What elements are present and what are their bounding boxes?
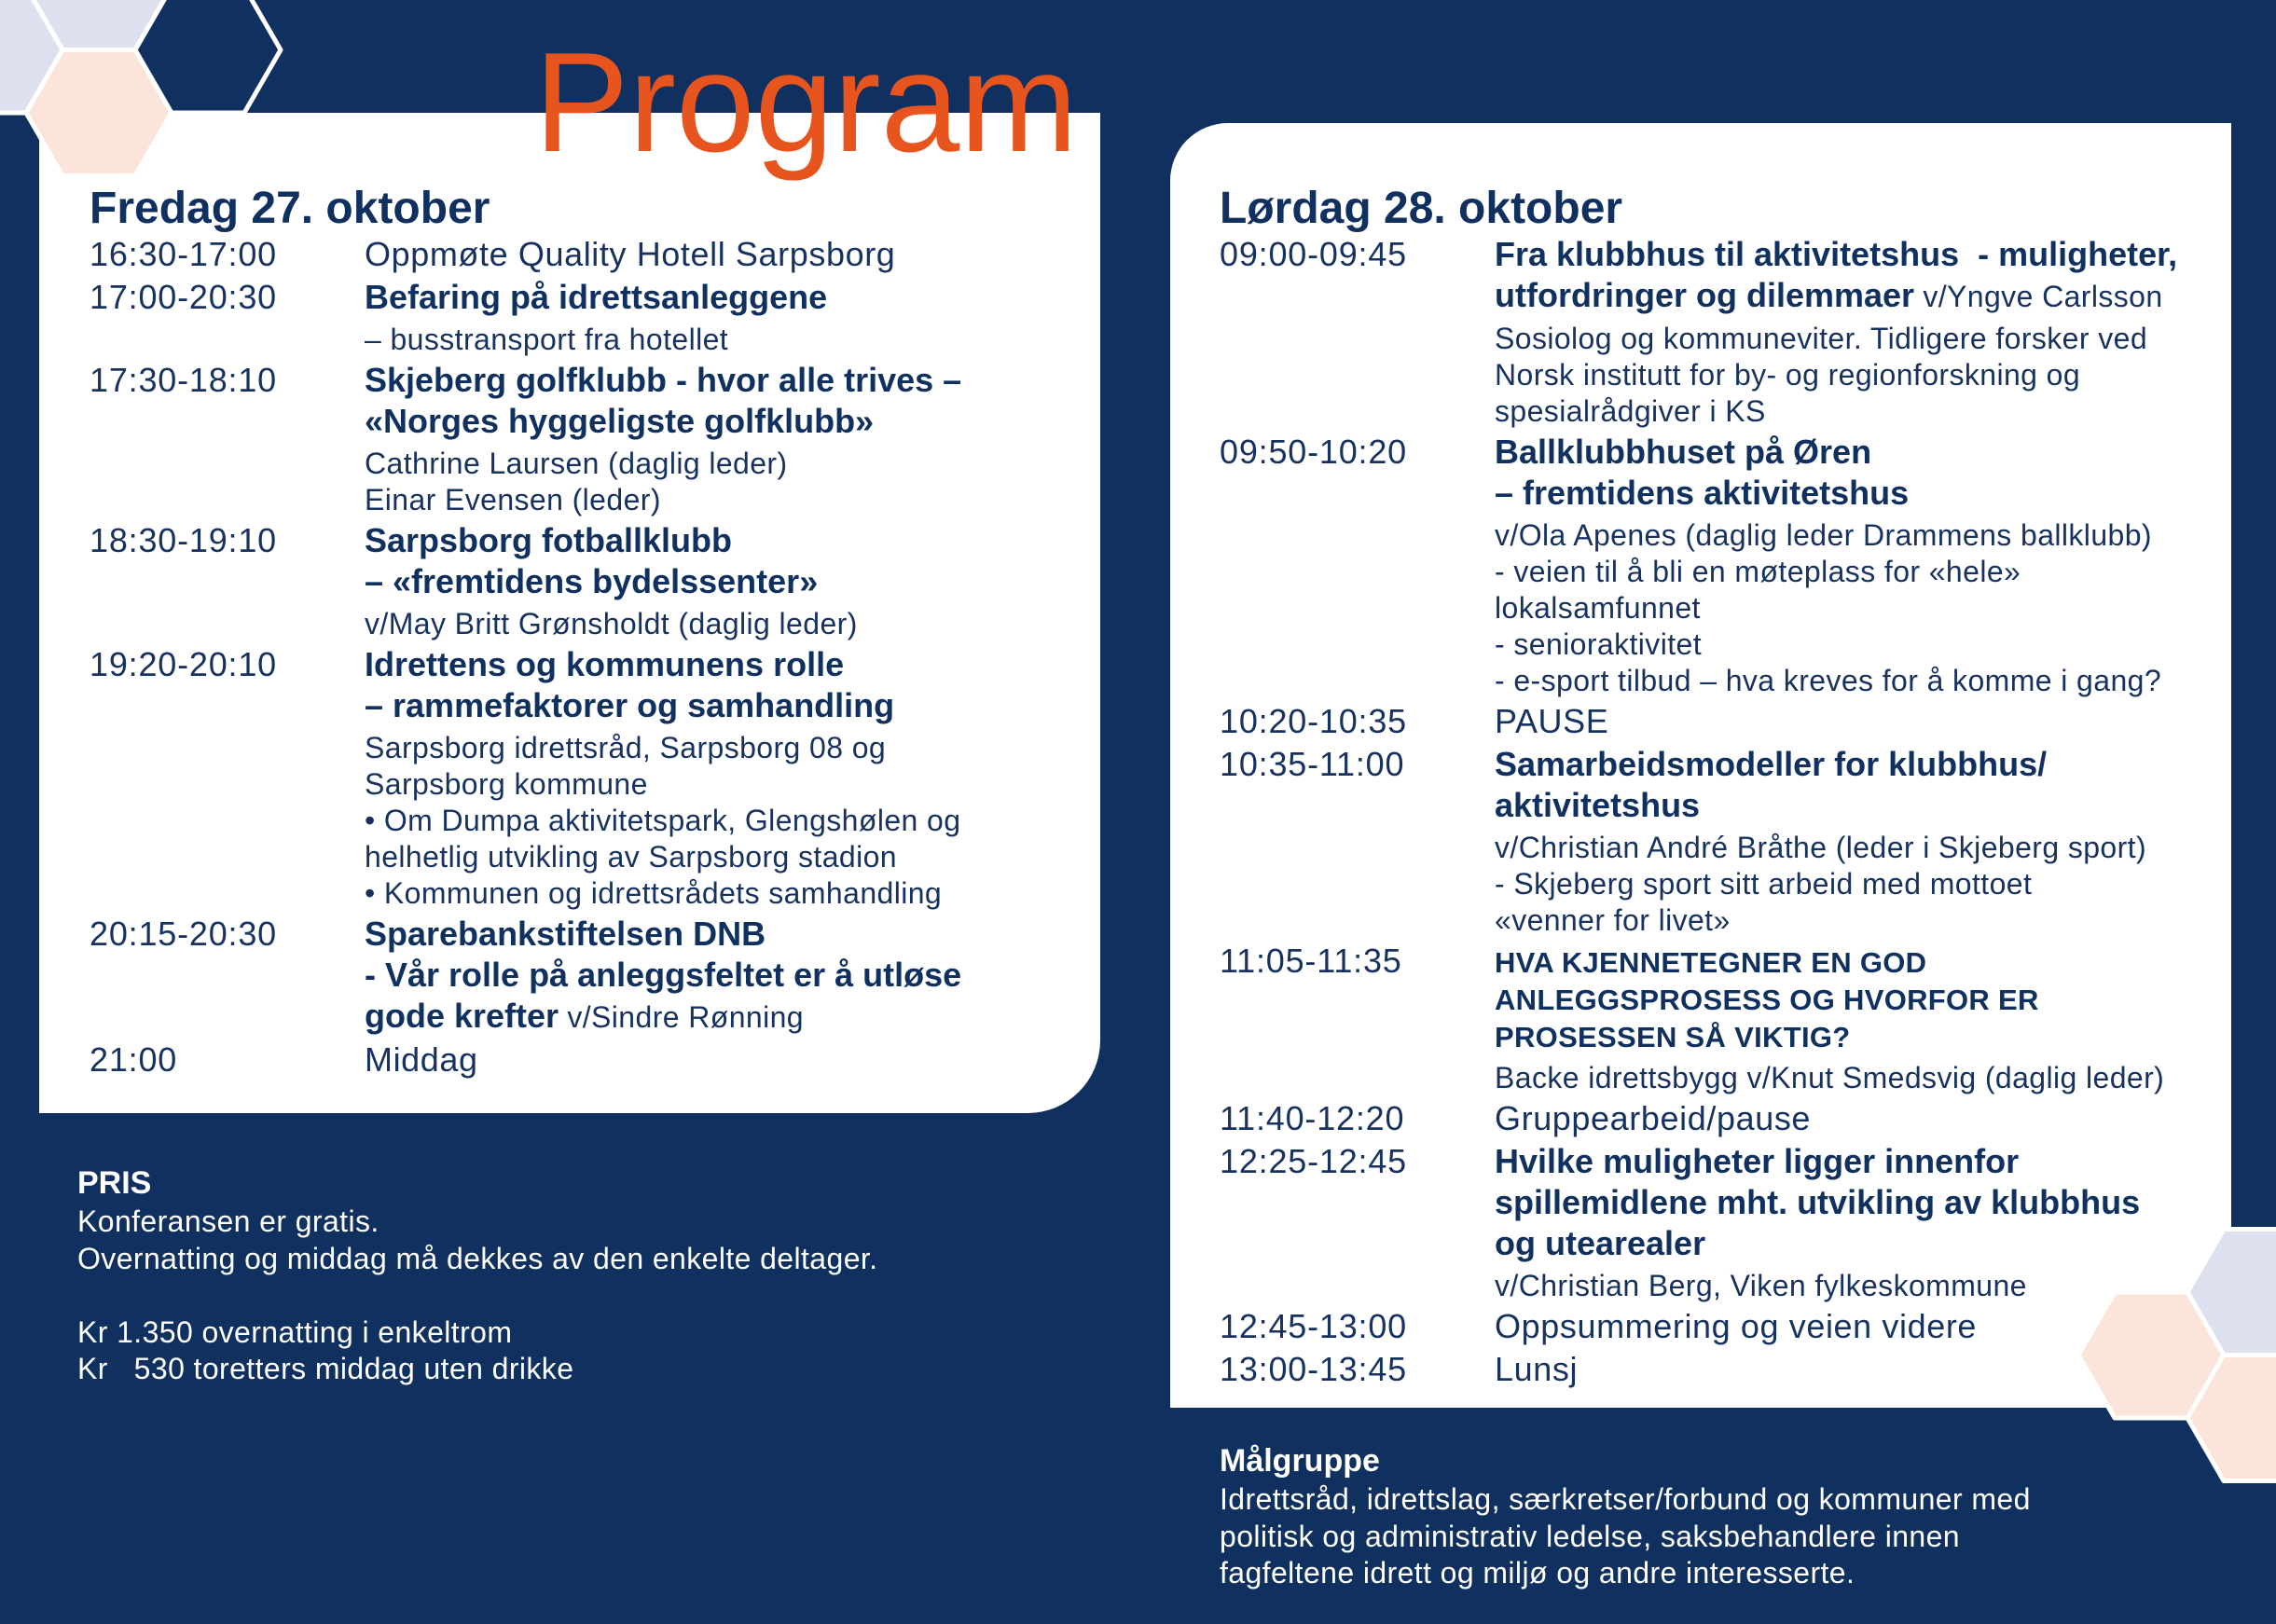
time-slot: 16:30-17:00	[90, 235, 277, 273]
hexagon-lavender-left-decoration	[0, 0, 62, 113]
session-title-line: og utearealer	[1495, 1224, 1706, 1262]
description-line: v/Christian Berg, Viken fylkeskommune	[1495, 1269, 2027, 1302]
session-title-line: Sarpsborg fotballklubb	[365, 521, 733, 559]
session-details	[365, 1039, 1100, 1080]
time-slot: 09:50-10:20	[1220, 433, 1407, 471]
session-details	[365, 914, 1100, 1038]
session-title-line: – rammefaktorer og samhandling	[365, 686, 895, 724]
session-details	[365, 234, 1100, 275]
price-note-line: Overnatting og middag må dekkes av den enkelte deltager.	[77, 1241, 878, 1275]
program-title: Program	[534, 23, 1078, 182]
time-slot: 17:00-20:30	[90, 278, 277, 316]
schedule-row	[1220, 234, 2231, 430]
session-description	[1495, 830, 2231, 939]
session-title-line: Skjeberg golfklubb - hvor alle trives –	[365, 361, 962, 399]
description-line: spesialrådgiver i KS	[1495, 394, 1766, 428]
schedule-row	[90, 914, 1100, 1038]
schedule-row	[1220, 1349, 2231, 1390]
schedule-row	[1220, 744, 2231, 939]
session-title-line: Oppsummering og veien videre	[1495, 1307, 1978, 1345]
description-line: Backe idrettsbygg v/Knut Smedsvig (daglig leder)	[1495, 1061, 2165, 1094]
target-group-section	[1220, 1442, 2031, 1592]
session-description	[365, 606, 1100, 642]
session-title-line: HVA KJENNETEGNER EN GOD	[1495, 946, 1927, 979]
session-title-line: – «fremtidens bydelssenter»	[365, 562, 819, 600]
price-note-line: Konferansen er gratis.	[77, 1204, 379, 1238]
session-description	[1495, 517, 2231, 699]
friday-schedule	[90, 234, 1100, 1080]
session-title-line: «Norges hyggeligste golfklubb»	[365, 402, 875, 440]
session-details	[1495, 1349, 2231, 1390]
session-title-line: Ballklubbhuset på Øren	[1495, 433, 1872, 471]
session-title-line: Gruppearbeid/pause	[1495, 1099, 1812, 1137]
session-details	[1495, 1141, 2231, 1304]
description-line: - e-sport tilbud – hva kreves for å komme i gang?	[1495, 664, 2162, 697]
time-slot: 21:00	[90, 1040, 178, 1079]
session-title-line: PAUSE	[1495, 702, 1609, 740]
target-group-line: politisk og administrativ ledelse, saksbehandlere innen	[1220, 1519, 1960, 1553]
friday-heading: Fredag 27. oktober	[90, 184, 490, 233]
time-slot: 17:30-18:10	[90, 361, 277, 399]
session-details	[1495, 432, 2231, 699]
speaker-name: v/Yngve Carlsson	[1914, 280, 2163, 313]
session-details	[365, 277, 1100, 358]
time-slot: 13:00-13:45	[1220, 1350, 1407, 1388]
session-title-line: Oppmøte Quality Hotell Sarpsborg	[365, 235, 896, 273]
target-group-heading: Målgruppe	[1220, 1443, 1380, 1479]
description-line: • Om Dumpa aktivitetspark, Glengshølen og	[365, 804, 961, 837]
session-details	[1495, 234, 2231, 430]
session-title-line: Idrettens og kommunens rolle	[365, 645, 845, 683]
price-section	[77, 1164, 877, 1388]
session-title-line: Middag	[365, 1040, 478, 1079]
saturday-card	[1170, 123, 2231, 1408]
description-line: • Kommunen og idrettsrådets samhandling	[365, 876, 943, 910]
session-title-text: utfordringer og dilemmaer	[1495, 276, 1915, 314]
session-details	[1495, 701, 2231, 742]
hexagon-navy-outline-decoration	[135, 0, 281, 113]
schedule-row	[90, 644, 1100, 912]
session-description	[365, 322, 1100, 358]
speaker-name: v/Sindre Rønning	[559, 1000, 804, 1034]
session-description	[1495, 321, 2231, 430]
session-details	[1495, 944, 2231, 1096]
session-details	[365, 360, 1100, 518]
session-details	[1495, 1098, 2231, 1139]
time-slot: 10:35-11:00	[1220, 745, 1405, 783]
description-line: Cathrine Laursen (daglig leder)	[365, 447, 788, 480]
hexagon-lavender-top-decoration	[26, 0, 172, 50]
session-title-line: PROSESSEN SÅ VIKTIG?	[1495, 1021, 1851, 1053]
schedule-row	[1220, 1098, 2231, 1139]
session-title-text: gode krefter	[365, 997, 559, 1035]
schedule-row	[90, 234, 1100, 275]
session-title-line: – fremtidens aktivitetshus	[1495, 474, 1910, 512]
session-details	[1495, 1306, 2231, 1347]
session-title-line: spillemidlene mht. utvikling av klubbhus	[1495, 1183, 2141, 1221]
session-details	[1495, 744, 2231, 939]
description-line: – busstransport fra hotellet	[365, 323, 729, 356]
description-line: v/May Britt Grønsholdt (daglig leder)	[365, 607, 858, 640]
schedule-row	[1220, 941, 2231, 1096]
schedule-row	[90, 1039, 1100, 1080]
time-slot: 20:15-20:30	[90, 915, 277, 953]
session-title-line	[365, 996, 1100, 1038]
description-line: Sosiolog og kommuneviter. Tidligere forsker ved	[1495, 322, 2148, 355]
session-title-line: ANLEGGSPROSESS OG HVORFOR ER	[1495, 984, 2039, 1016]
session-description	[1495, 1268, 2231, 1304]
description-line: v/Christian André Bråthe (leder i Skjeberg sport)	[1495, 831, 2147, 864]
description-line: - senioraktivitet	[1495, 627, 1702, 661]
friday-card	[39, 113, 1100, 1113]
target-group-line: fagfeltene idrett og miljø og andre interesserte.	[1220, 1556, 1855, 1590]
session-details	[365, 520, 1100, 642]
schedule-row	[90, 277, 1100, 358]
spacer	[77, 1277, 877, 1314]
description-line: lokalsamfunnet	[1495, 591, 1701, 625]
session-description	[365, 730, 1100, 912]
price-line: Kr 1.350 overnatting i enkeltrom	[77, 1314, 513, 1349]
description-line: Sarpsborg idrettsråd, Sarpsborg 08 og	[365, 731, 887, 764]
description-line: Norsk institutt for by- og regionforskning og	[1495, 358, 2081, 392]
session-title-line: aktivitetshus	[1495, 786, 1701, 824]
session-title-line: Befaring på idrettsanleggene	[365, 278, 828, 316]
description-line: Einar Evensen (leder)	[365, 483, 661, 516]
session-title-line	[1495, 275, 2231, 317]
schedule-row	[90, 360, 1100, 518]
schedule-row	[90, 520, 1100, 642]
time-slot: 11:05-11:35	[1220, 942, 1402, 980]
description-line: «venner for livet»	[1495, 903, 1731, 937]
session-title-line: Samarbeidsmodeller for klubbhus/	[1495, 745, 2048, 783]
description-line: v/Ola Apenes (daglig leder Drammens ballklubb)	[1495, 518, 2152, 552]
time-slot: 10:20-10:35	[1220, 702, 1407, 740]
price-heading: PRIS	[77, 1165, 152, 1201]
schedule-row	[1220, 701, 2231, 742]
session-title-line: - Vår rolle på anleggsfeltet er å utløse	[365, 956, 962, 994]
price-line: Kr 530 toretters middag uten drikke	[77, 1352, 574, 1385]
session-description	[1495, 1060, 2231, 1096]
session-details	[365, 644, 1100, 912]
schedule-row	[1220, 1306, 2231, 1347]
description-line: - veien til å bli en møteplass for «hele»	[1495, 555, 2021, 588]
session-title-line: Lunsj	[1495, 1350, 1579, 1388]
time-slot: 12:45-13:00	[1220, 1307, 1407, 1345]
description-line: Sarpsborg kommune	[365, 767, 648, 801]
saturday-schedule	[1220, 234, 2231, 1390]
time-slot: 18:30-19:10	[90, 521, 277, 559]
session-title-line: Fra klubbhus til aktivitetshus - muligheter,	[1495, 235, 2178, 273]
session-title-line: Hvilke muligheter ligger innenfor	[1495, 1142, 2020, 1180]
target-group-line: Idrettsråd, idrettslag, særkretser/forbund og kommuner med	[1220, 1482, 2031, 1516]
schedule-row	[1220, 432, 2231, 699]
description-line: - Skjeberg sport sitt arbeid med mottoet	[1495, 867, 2033, 901]
time-slot: 12:25-12:45	[1220, 1142, 1407, 1180]
session-description	[365, 446, 1100, 518]
session-title-line: Sparebankstiftelsen DNB	[365, 915, 766, 953]
description-line: helhetlig utvikling av Sarpsborg stadion	[365, 840, 897, 874]
saturday-heading: Lørdag 28. oktober	[1220, 184, 1623, 233]
schedule-row	[1220, 1141, 2231, 1304]
time-slot: 11:40-12:20	[1220, 1099, 1405, 1137]
time-slot: 09:00-09:45	[1220, 235, 1407, 273]
time-slot: 19:20-20:10	[90, 645, 277, 683]
